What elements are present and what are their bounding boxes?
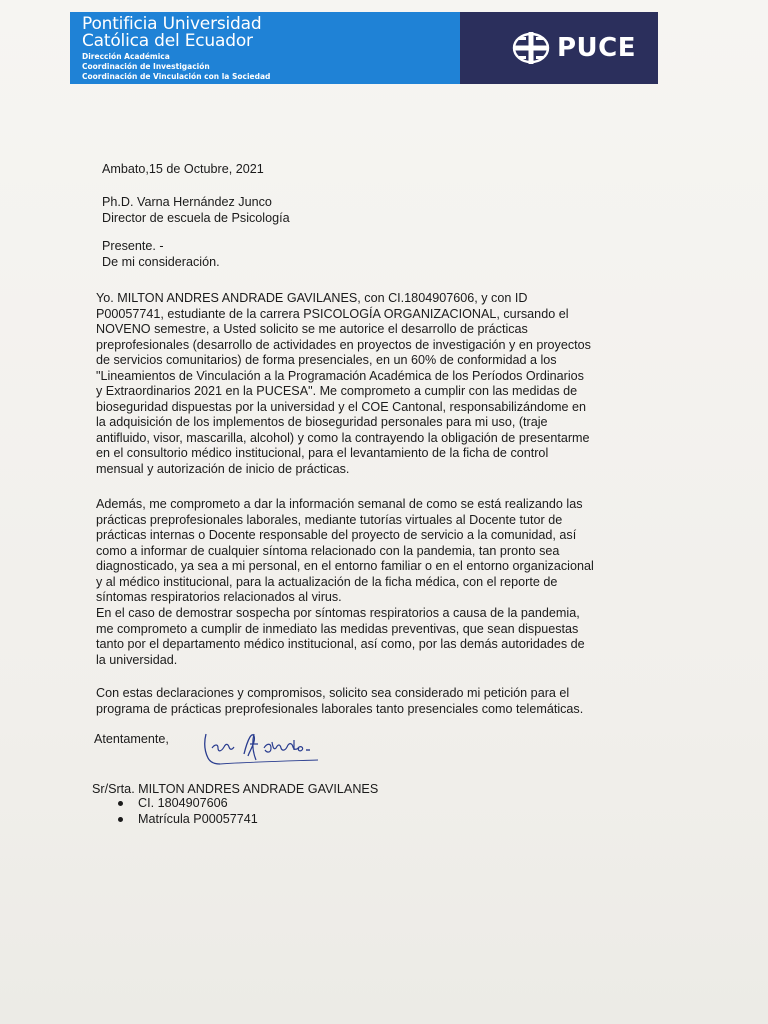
paragraph-line: En el caso de demostrar sospecha por síntomas respiratorios a causa de la pandemia, bbox=[96, 606, 580, 620]
greeting-line: Presente. - bbox=[102, 239, 164, 253]
recipient-name: Ph.D. Varna Hernández Junco bbox=[102, 195, 272, 209]
signer-id: CI. 1804907606 bbox=[138, 796, 228, 810]
logo-block bbox=[460, 12, 658, 84]
department-line: Coordinación de Vinculación con la Sociedad bbox=[82, 72, 271, 81]
paragraph-line: la universidad. bbox=[96, 652, 178, 667]
closing-salutation: Atentamente, bbox=[94, 732, 169, 746]
paragraph-line: Yo. MILTON ANDRES ANDRADE GAVILANES, con CI.1804907606, y con ID bbox=[96, 291, 528, 305]
paragraph-line: mensual y autorización de inicio de prácticas. bbox=[96, 461, 350, 476]
department-line: Coordinación de Investigación bbox=[82, 62, 210, 71]
paragraph-line: de servicios comunitarios) de forma presenciales, en un 60% de conformidad a los bbox=[96, 353, 557, 367]
paragraph-line: "Lineamientos de Vinculación a la Programación Académica de los Períodos Ordinarios bbox=[96, 368, 584, 383]
header-banner bbox=[70, 12, 658, 84]
paragraph-line: Además, me comprometo a dar la información semanal de como se está realizando las bbox=[96, 497, 583, 511]
signer-details bbox=[114, 796, 674, 828]
list-item bbox=[114, 796, 674, 812]
paragraph-line: tanto por el departamento médico institucional, así como, por las demás autoridades de bbox=[96, 637, 585, 651]
signer-name: Sr/Srta. MILTON ANDRES ANDRADE GAVILANES bbox=[92, 782, 379, 796]
paragraph-line: programa de prácticas preprofesionales laborales tanto presenciales como telemáticas. bbox=[96, 701, 584, 716]
paragraph-line: prácticas preprofesionales laborales, mediante tutorías virtuales al Docente tutor de bbox=[96, 512, 563, 527]
paragraph-line: NOVENO semestre, a Usted solicito se me autorice el desarrollo de prácticas bbox=[96, 322, 528, 336]
paragraph-line: en el consultorio médico institucional, para el levantamiento de la ficha de control bbox=[96, 446, 549, 460]
paragraph-line: Con estas declaraciones y compromisos, solicito sea considerado mi petición para el bbox=[96, 686, 570, 700]
greeting-line: De mi consideración. bbox=[102, 254, 220, 269]
university-block bbox=[70, 12, 460, 84]
paragraph-line: como a informar de cualquier síntoma relacionado con la pandemia, tan pronto sea bbox=[96, 543, 560, 558]
paragraph-request bbox=[96, 291, 656, 477]
paragraph-line: la adquisición de los implementos de bioseguridad personales para mi uso, (traje bbox=[96, 415, 548, 429]
list-item bbox=[114, 812, 674, 828]
paragraph-line: y Extraordinarios 2021 en la PUCESA". Me comprometo a cumplir con las medidas de bbox=[96, 384, 578, 398]
letter-date: Ambato,15 de Octubre, 2021 bbox=[102, 162, 264, 176]
university-name-line-2: Católica del Ecuador bbox=[82, 31, 253, 51]
greeting bbox=[102, 239, 662, 270]
paragraph-line: prácticas internas o Docente responsable del proyecto de servicio a la comunidad, así bbox=[96, 528, 577, 542]
signer-enrollment: Matrícula P00057741 bbox=[138, 812, 258, 826]
paragraph-symptoms bbox=[96, 606, 656, 668]
paragraph-line: me comprometo a cumplir de inmediato las medidas preventivas, que sean dispuestas bbox=[96, 621, 579, 636]
paragraph-closing-request bbox=[96, 686, 656, 717]
recipient bbox=[102, 195, 662, 226]
bullet-icon bbox=[118, 817, 123, 822]
puce-logo bbox=[511, 31, 636, 65]
recipient-title: Director de escuela de Psicología bbox=[102, 210, 290, 225]
paragraph-line: P00057741, estudiante de la carrera PSICOLOGÍA ORGANIZACIONAL, cursando el bbox=[96, 306, 569, 321]
paragraph-line: y al médico institucional, para la actualización de la ficha médica, con el reporte de bbox=[96, 574, 558, 589]
paragraph-line: diagnosticado, ya sea a mi personal, en el entorno familiar o en el entorno organizacional bbox=[96, 559, 594, 573]
handwritten-signature bbox=[198, 728, 328, 768]
department-line: Dirección Académica bbox=[82, 52, 170, 61]
logo-text: PUCE bbox=[556, 33, 636, 63]
puce-emblem-icon bbox=[511, 31, 551, 65]
university-name-line-1: Pontificia Universidad bbox=[82, 14, 262, 34]
bullet-icon bbox=[118, 801, 123, 806]
paragraph-commitment bbox=[96, 497, 656, 606]
paragraph-line: antifluido, visor, mascarilla, alcohol) y como la contrayendo la obligación de presentarme bbox=[96, 430, 590, 445]
paragraph-line: bioseguridad dispuestas por la universidad y el COE Cantonal, responsabilizándome en bbox=[96, 399, 587, 414]
paragraph-line: preprofesionales (desarrollo de actividades en proyectos de investigación y en proyectos bbox=[96, 337, 591, 352]
paragraph-line: síntomas respiratorios relacionados al virus. bbox=[96, 590, 342, 604]
